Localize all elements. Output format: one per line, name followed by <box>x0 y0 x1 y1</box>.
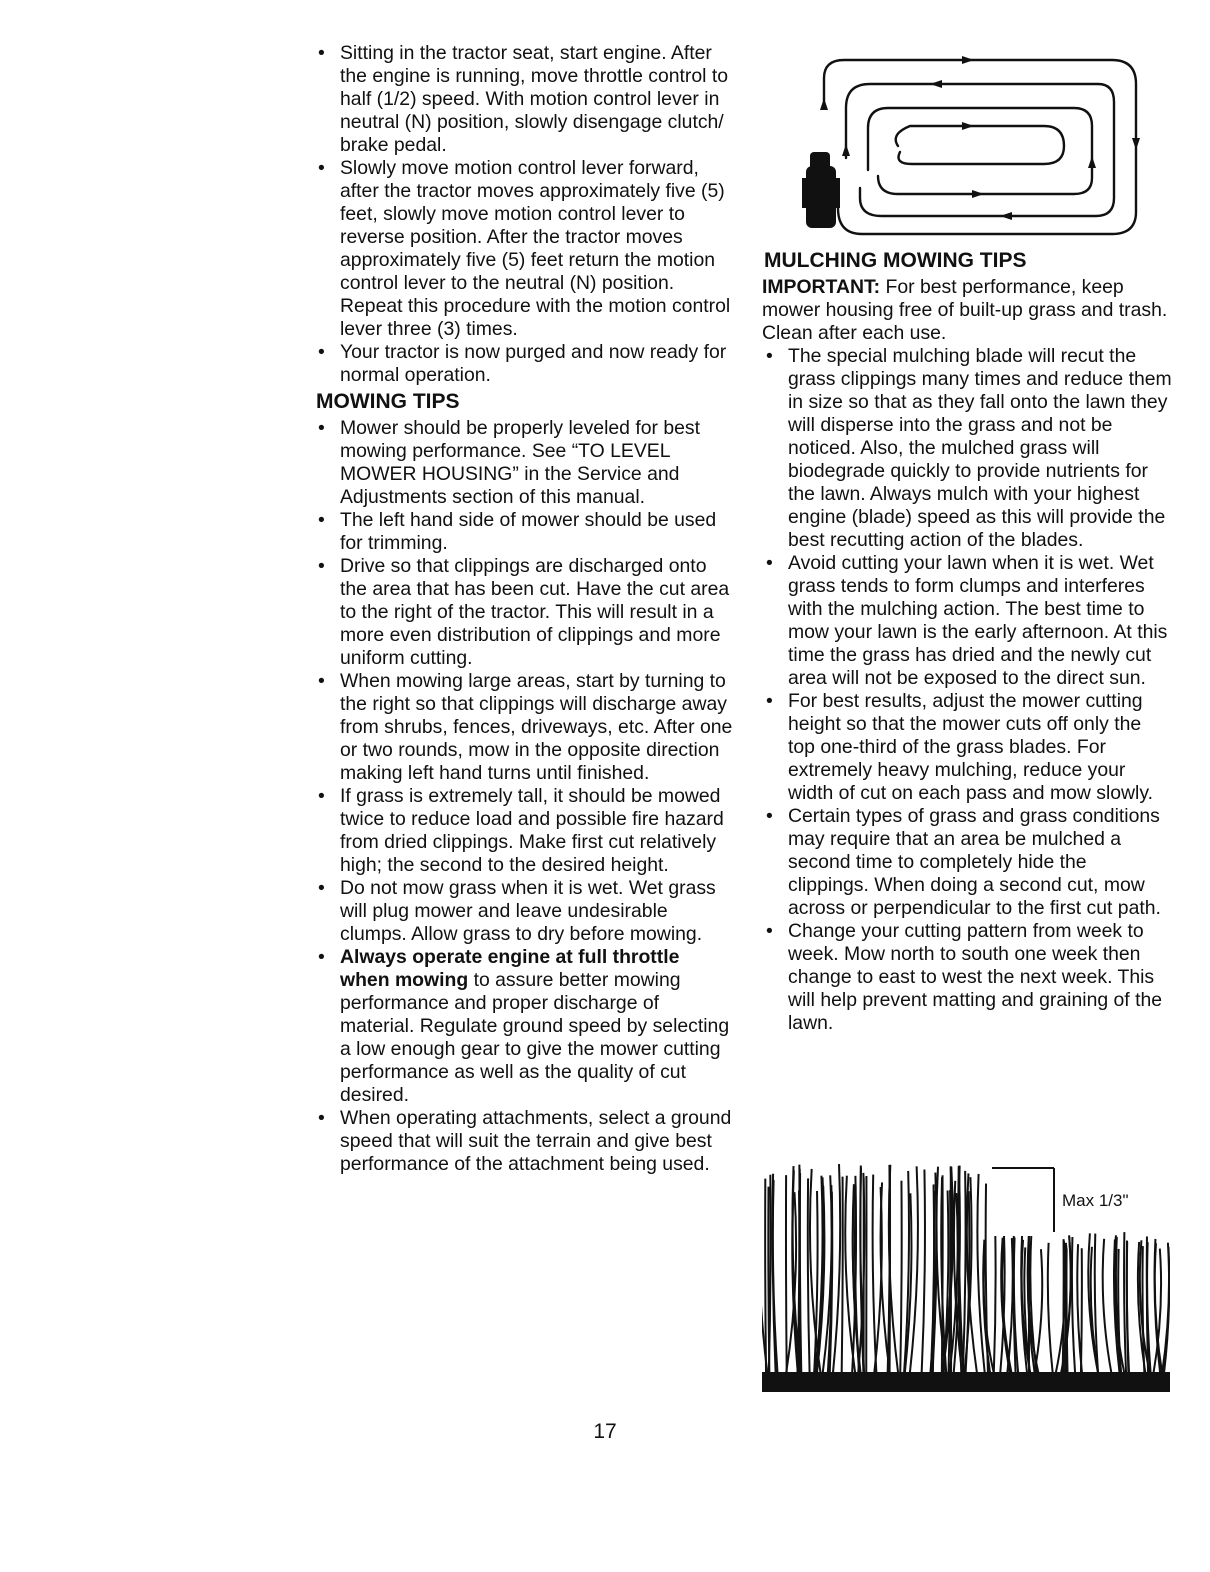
throttle-bold-text: Always operate engine at full throttle when mowing <box>340 946 680 991</box>
intro-bullet-list <box>314 42 734 387</box>
grass-blade <box>800 1173 801 1374</box>
arrow-up-icon <box>1088 156 1096 168</box>
mulching-tips-list <box>762 345 1172 1035</box>
mowing-tips-heading: MOWING TIPS <box>316 390 460 413</box>
arrow-left-icon <box>1000 212 1012 220</box>
ground-band <box>762 1372 1170 1392</box>
grass-blade <box>1063 1241 1064 1374</box>
grass-blade <box>963 1171 966 1374</box>
mulching-tips-heading: MULCHING MOWING TIPS <box>764 249 1027 272</box>
list-item: • Mower should be properly leveled for best mowing performance. See “TO LEVEL MOWER HOUSING” in the Service and Adjustments section of this manual. <box>314 417 734 509</box>
grass-blade <box>942 1175 943 1374</box>
list-item-throttle <box>314 946 734 1107</box>
list-item: • When mowing large areas, start by turning to the right so that clippings will discharge away from shrubs, fences, driveways, etc. After one or two rounds, mow in the opposite direction making left hand turns until finished. <box>314 670 734 785</box>
list-item: • If grass is extremely tall, it should be mowed twice to reduce load and possible fire hazard from dried clippings. Make first cut relatively high; the second to the desired height. <box>314 785 734 877</box>
grass-blade <box>1066 1248 1067 1374</box>
grass-blade <box>1103 1239 1112 1374</box>
list-item: • The special mulching blade will recut the grass clippings many times and reduce them in size so that as they fall onto the lawn they will disperse into the grass and not be noticed. Also, the mulched grass will biodegrade quickly to provide nutrients for the lawn. Always mulch with your highest engine (blade) speed as this will provide the best recutting action of the blades. <box>762 345 1172 552</box>
list-item: • For best results, adjust the mower cutting height so that the mower cuts off only the top one-third of the grass blades. For extremely heavy mulching, reduce your width of cut on each pass and mow slowly. <box>762 690 1172 805</box>
list-item: • Drive so that clippings are discharged onto the area that has been cut. Have the cut area to the right of the tractor. This will result in a more even distribution of clippings and more uniform cutting. <box>314 555 734 670</box>
grass-blade <box>873 1175 877 1374</box>
list-item: • Avoid cutting your lawn when it is wet. Wet grass tends to form clumps and interferes with the mulching action. The best time to mow your lawn is the early afternoon. At this time the grass has dried and the newly cut area will not be exposed to the direct sun. <box>762 552 1172 690</box>
grass-blade <box>765 1179 766 1374</box>
grass-blade <box>1072 1237 1075 1374</box>
grass-blade <box>855 1186 859 1374</box>
max-one-third-label: Max 1/3" <box>1062 1191 1129 1210</box>
arrow-right-icon <box>962 56 974 64</box>
grass-blade <box>1048 1243 1053 1374</box>
mowing-pattern-figure <box>802 48 1144 244</box>
list-item: • Certain types of grass and grass conditions may require that an area be mulched a second time to completely hide the clippings. When doing a second cut, mow across or perpendicular to the first cut path. <box>762 805 1172 920</box>
list-item: • The left hand side of mower should be used for trimming. <box>314 509 734 555</box>
arrow-right-icon <box>962 122 974 130</box>
arrow-up-icon <box>820 98 828 110</box>
throttle-text: to assure better mowing performance and proper discharge of material. Regulate ground speed by selecting a low enough gear to give the mower cutting performance as well as the quality of cut desired. <box>340 969 730 1106</box>
list-item: • Do not mow grass when it is wet. Wet grass will plug mower and leave undesirable clumps. Allow grass to dry before mowing. <box>314 877 734 946</box>
list-item: • Your tractor is now purged and now ready for normal operation. <box>314 341 734 387</box>
arrow-up-icon <box>842 144 850 156</box>
grass-blade <box>833 1164 840 1374</box>
list-item: • Slowly move motion control lever forward, after the tractor moves approximately five (5) feet, slowly move motion control lever to reverse position. After the tractor moves approximately five (5) feet return the motion control lever to the neutral (N) position. Repeat this procedure with the motion control lever three (3) times. <box>314 157 734 341</box>
pattern-outer-path <box>824 60 1136 234</box>
grass-blade <box>1124 1232 1126 1374</box>
tractor-icon <box>802 152 840 228</box>
list-item: • When operating attachments, select a ground speed that will suit the terrain and give best performance of the attachment being used. <box>314 1107 734 1176</box>
left-column <box>314 42 734 1176</box>
pattern-loop-3 <box>868 108 1092 194</box>
page-number: 17 <box>593 1420 617 1443</box>
grass-blade <box>900 1181 901 1374</box>
list-item: • Change your cutting pattern from week to week. Mow north to south one week then change to east to west the next week. This will help prevent matting and graining of the lawn. <box>762 920 1172 1035</box>
arrow-left-icon <box>930 80 942 88</box>
grass-blade <box>994 1234 996 1374</box>
grass-blade <box>768 1187 769 1374</box>
mowing-tips-list <box>314 417 734 1176</box>
important-label: IMPORTANT: <box>762 276 881 298</box>
grass-height-figure <box>762 1160 1170 1392</box>
grass-blade <box>786 1175 787 1374</box>
arrow-down-icon <box>1132 138 1140 150</box>
arrow-right-icon <box>972 190 984 198</box>
pattern-inner-path <box>896 126 1064 164</box>
grass-blade <box>842 1177 843 1374</box>
cut-zone-clear <box>992 1166 1054 1236</box>
right-column <box>762 246 1172 1035</box>
important-text: For best performance, keep mower housing free of built-up grass and trash. Clean after each use. <box>762 276 1168 344</box>
list-item: • Sitting in the tractor seat, start engine. After the engine is running, move throttle control to half (1/2) speed. With motion control lever in neutral (N) position, slowly disengage clutch/ brake pedal. <box>314 42 734 157</box>
pattern-loop-2 <box>846 84 1114 216</box>
important-note <box>762 276 1172 345</box>
grass-blade <box>922 1170 925 1374</box>
